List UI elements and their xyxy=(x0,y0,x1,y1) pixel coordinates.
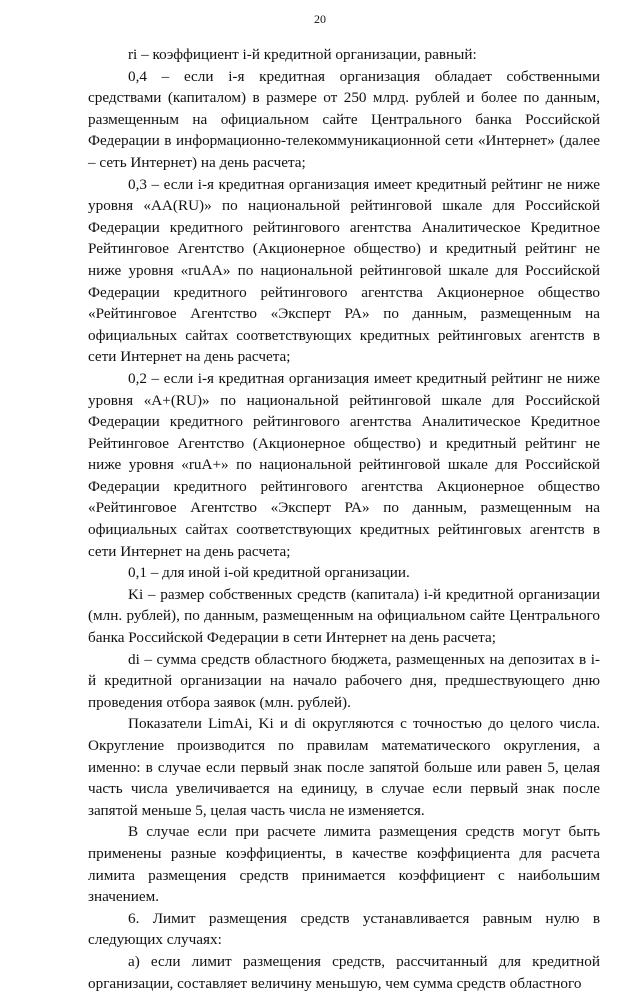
page-number: 20 xyxy=(314,12,326,26)
paragraph-ki-definition: Ki – размер собственных средств (капитала) i-й кредитной организации (млн. рублей), по данным, размещенным на официальном сайте Центрального банка Российской Федерации в сети Интернет на день расчета; xyxy=(88,585,600,647)
paragraph-ri-definition: ri – коэффициент i-й кредитной организации, равный: xyxy=(128,46,477,63)
paragraph-section-6a: а) если лимит размещения средств, рассчитанный для кредитной организации, составляет величину меньшую, чем сумма средств областного xyxy=(88,952,600,992)
paragraph-rounding-rules: Показатели LimAi, Ki и di округляются с точностью до целого числа. Округление производится по правилам математического округления, а именно: в случае если первый знак после запятой больше или равен 5, целая часть числа увеличивается на единицу, в случае если первый знак после запятой меньше 5, целая часть числа не изменяется. xyxy=(88,715,600,819)
paragraph-coefficient-0-1: 0,1 – для иной i-ой кредитной организации. xyxy=(128,564,410,582)
paragraph-di-definition: di – сумма средств областного бюджета, размещенных на депозитах в i-й кредитной организации на начало рабочего дня, предшествующего дню проведения отбора заявок (млн. рублей). xyxy=(88,650,600,711)
paragraph-section-6: 6. Лимит размещения средств устанавливается равным нулю в следующих случаях: xyxy=(88,909,600,949)
paragraph-max-coefficient: В случае если при расчете лимита размещения средств могут быть применены разные коэффициенты, в качестве коэффициента для расчета лимита размещения средств принимается коэффициент с наибольшим значением. xyxy=(88,823,600,906)
paragraph-coefficient-0-2: 0,2 – если i-я кредитная организация имеет кредитный рейтинг не ниже уровня «A+(RU)» по национальной рейтинговой шкале для Российской Федерации кредитного рейтингового агентства Аналитическое Кредитное Рейтинговое Агентство (Акционерное общество) и кредитный рейтинг не ниже уровня «ruA+» по национальной рейтинговой шкале для Российской Федерации кредитного рейтингового агентства Акционерное общество «Рейтинговое Агентство «Эксперт РА» по данным, размещенным на официальных сайтах соответствующих кредитных рейтинговых агентств в сети Интернет на день расчета; xyxy=(88,369,600,560)
document-body xyxy=(88,44,600,994)
paragraph-coefficient-0-4: 0,4 – если i-я кредитная организация обладает собственными средствами (капиталом) в размере от 250 млрд. рублей и более по данным, размещенным на официальном сайте Центрального банка Российской Федерации в информационно-телекоммуникационной сети «Интернет» (далее – сеть Интернет) на день расчета; xyxy=(88,67,600,171)
paragraph-coefficient-0-3: 0,3 – если i-я кредитная организация имеет кредитный рейтинг не ниже уровня «AA(RU)» по национальной рейтинговой шкале для Российской Федерации кредитного рейтингового агентства Аналитическое Кредитное Рейтинговое Агентство (Акционерное общество) и кредитный рейтинг не ниже уровня «ruAA» по национальной рейтинговой шкале для Российской Федерации кредитного рейтингового агентства Акционерное общество «Рейтинговое Агентство «Эксперт РА» по данным, размещенным на официальных сайтах соответствующих кредитных рейтинговых агентств в сети Интернет на день расчета; xyxy=(88,175,600,366)
